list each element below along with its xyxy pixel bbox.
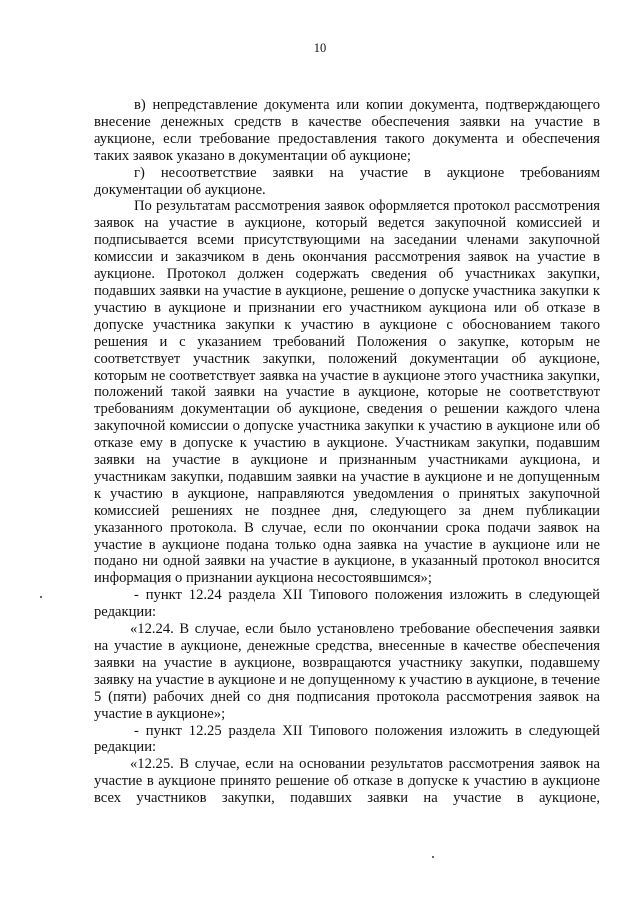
paragraph-clause-12-24: «12.24. В случае, если было установлено требование обеспечения заявки на участие в аукционе, денежные средства, внесенные в качестве обеспечения заявки на участие в аукционе, возвращаются участнику закупки, подавшему заявку на участие в аукционе и не допущенному к участию в аукционе, в течение 5 (пяти) рабочих дней со дня подписания протокола рассмотрения заявок на участие в аукционе»; — [94, 621, 600, 722]
paragraph-item-g: г) несоответствие заявки на участие в аукционе требованиям документации об аукционе. — [94, 164, 600, 198]
page-number: 10 — [313, 41, 327, 55]
scan-speck — [40, 596, 42, 598]
paragraph-clause-12-25: «12.25. В случае, если на основании результатов рассмотрения заявок на участие в аукционе принято решение об отказе в допуске к участию в аукционе всех участников закупки, подавших заявки на участие в аукционе, — [94, 756, 600, 807]
paragraph-item-v: в) непредставление документа или копии документа, подтверждающего внесение денежных средств в качестве обеспечения заявки на участие в аукционе, если требование предоставления такого документа и обеспечения таких заявок указано в документации об аукционе; — [94, 97, 600, 164]
paragraph-protocol: По результатам рассмотрения заявок оформляется протокол рассмотрения заявок на участие в аукционе, который ведется закупочной комиссией и подписывается всеми присутствующими на заседании членами закупочной комиссии и заказчиком в день окончания рассмотрения заявок на участие в аукционе. Протокол должен содержать сведения об участниках закупки, подавших заявки на участие в аукционе, решение о допуске участника закупки к участию в аукционе и признании его участником аукциона или об отказе в допуске участника закупки к участию в аукционе с обоснованием такого решения и с указанием требований Положения о закупке, которым не соответствует участник закупки, положений документации об аукционе, которым не соответствует заявка на участие в аукционе этого участника закупки, положений такой заявки на участие в аукционе, которые не соответствуют требованиям документации об аукционе, сведения о решении каждого члена закупочной комиссии о допуске участника закупки к участию в аукционе или об отказе ему в допуске к участию в аукционе. Участникам закупки, подавшим заявки на участие в аукционе и признанным участниками аукциона, и участникам закупки, подавшим заявки на участие в аукционе и не допущенным к участию в аукционе, направляются уведомления о принятых закупочной комиссией решениях не позднее дня, следующего за днем публикации указанного протокола. В случае, если по окончании срока подачи заявок на участие в аукционе подана только одна заявка на участие в аукционе или не подано ни одной заявки на участие в аукционе, в указанный протокол вносится информация о признании аукциона несостоявшимся»; — [94, 198, 600, 587]
document-body — [94, 97, 600, 807]
paragraph-amendment-12-25: - пункт 12.25 раздела XII Типового положения изложить в следующей редакции: — [94, 722, 600, 756]
paragraph-amendment-12-24: - пункт 12.24 раздела XII Типового положения изложить в следующей редакции: — [94, 587, 600, 621]
scan-speck — [432, 856, 434, 858]
